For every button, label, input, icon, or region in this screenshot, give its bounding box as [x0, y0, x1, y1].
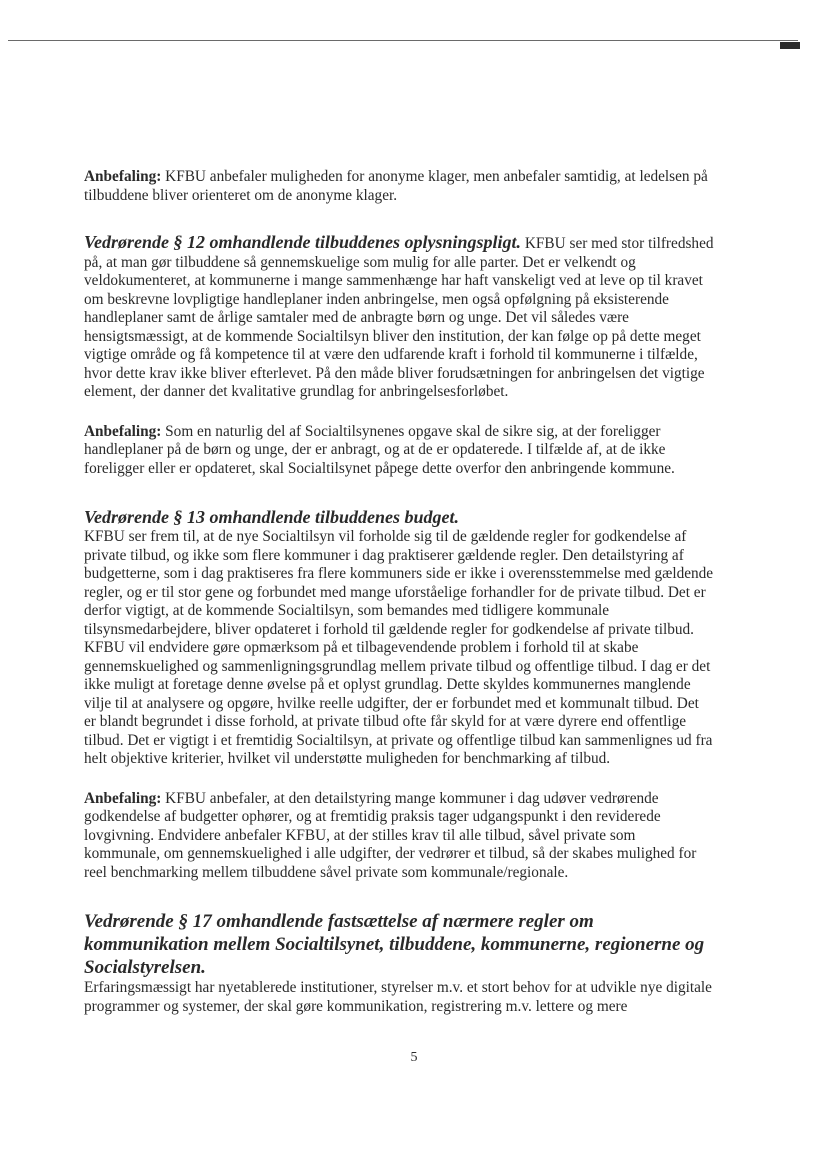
recommendation-paragraph: [84, 423, 714, 479]
section-13-heading: Vedrørende § 13 omhandlende tilbuddenes budget.: [84, 507, 460, 527]
recommendation-paragraph: [84, 168, 714, 205]
document-body: [84, 168, 714, 1016]
section-17-text: Erfaringsmæssigt har nyetablerede institutioner, styrelser m.v. et stort behov for at udvikle nye digitale programmer og systemer, der skal gøre kommunikation, registrering m.v. lettere og mere: [84, 979, 712, 1015]
recommendation-text: KFBU anbefaler muligheden for anonyme klager, men anbefaler samtidig, at ledelsen på tilbuddene bliver orienteret om de anonyme klager.: [84, 168, 708, 204]
section-12-paragraph: [84, 233, 714, 402]
section-13-text: KFBU ser frem til, at de nye Socialtilsyn vil forholde sig til de gældende regler for godkendelse af private tilbud, og ikke som flere kommuner i dag praktiserer gældende regler. Den detailstyring af budgetterne, som i dag praktiseres fra flere kommuners side er ikke i overensstemmelse med gældende regler, og er til stor gene og forbundet med mange uforståelige forhandler for de private tilbud. Det er derfor vigtigt, at de kommende Socialtilsyn, som bemandes med tidligere kommunale tilsynsmedarbejdere, bliver opdateret i forhold til gældende regler for godkendelse af private tilbud. KFBU vil endvidere gøre opmærksom på et tilbagevendende problem i forhold til at skabe gennemskuelighed og sammenligningsgrundlag mellem private tilbud og offentlige tilbud. I dag er det ikke muligt at foretage denne øvelse på et oplyst grundlag. Dette skyldes kommunernes manglende vilje til at analysere og opgøre, hvilke reelle udgifter, der er forbundet med et kommunalt tilbud. Det er blandt begrundet i disse forhold, at private tilbud ofte får skyld for at være dyrere end offentlige tilbud. Det er vigtigt i et fremtidig Socialtilsyn, at private og offentlige tilbud kan sammenlignes ud fra helt objektive kriterier, hvilket vil understøtte muligheden for benchmarking af tilbud.: [84, 528, 714, 767]
section-12-text: KFBU ser med stor tilfredshed på, at man gør tilbuddene så gennemskuelige som mulig for alle parter. Det er velkendt og veldokumenteret, at kommunerne i mange sammenhænge har haft vanskeligt ved at leve op til kravet om beskrevne lovpligtige handleplaner inden anbringelse, men også opfølgning på eksisterende handleplaner samt de årlige samtaler med de anbragte børn og unge. Det vil således være hensigtsmæssigt, at de kommende Socialtilsyn bliver den institution, der kan følge op på dette meget vigtige område og få kompetence til at være den udfarende kraft i forhold til kommunerne i tilfælde, hvor dette krav ikke bliver efterlevet. På den måde bliver forudsætningen for anbringelsen det vigtige element, der danner det kvalitative grundlag for anbringelsesforløbet.: [84, 235, 714, 400]
scan-mark: [780, 42, 800, 49]
recommendation-paragraph: [84, 790, 714, 883]
section-12-heading: Vedrørende § 12 omhandlende tilbuddenes oplysningspligt.: [84, 232, 522, 252]
recommendation-label: Anbefaling:: [84, 789, 162, 807]
recommendation-text: Som en naturlig del af Socialtilsynenes opgave skal de sikre sig, at der foreligger handleplaner på de børn og unge, der er anbragt, og at de er opdaterede. I tilfælde af, at de ikke foreligger eller er opdateret, skal Socialtilsynet påpege dette overfor den anbringende kommune.: [84, 422, 675, 477]
recommendation-label: Anbefaling:: [84, 422, 162, 440]
section-17-heading: Vedrørende § 17 omhandlende fastsættelse af nærmere regler om kommunikation mellem Socialtilsynet, tilbuddene, kommunerne, regionerne og Socialstyrelsen.: [84, 911, 705, 978]
recommendation-text: KFBU anbefaler, at den detailstyring mange kommuner i dag udøver vedrørende godkendelse af budgetter ophører, og at fremtidig praksis tager udgangspunkt i den reviderede lovgivning. Endvidere anbefaler KFBU, at der stilles krav til alle tilbud, såvel private som kommunale, om gennemskuelighed i alle udgifter, der vedrører et tilbud, så der skabes mulighed for reel benchmarking mellem tilbuddene såvel private som kommunale/regionale.: [84, 789, 697, 881]
scan-edge-line: [8, 40, 798, 41]
page-number: 5: [410, 1050, 418, 1065]
recommendation-label: Anbefaling:: [84, 168, 162, 185]
